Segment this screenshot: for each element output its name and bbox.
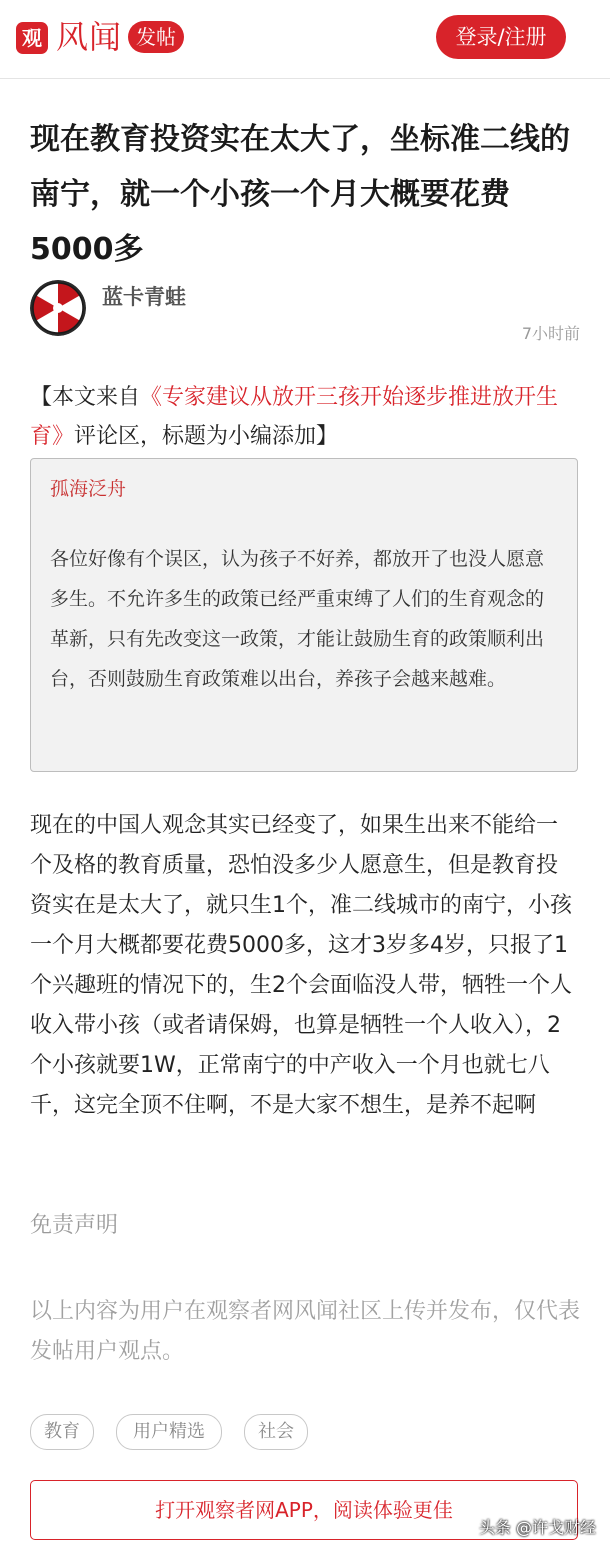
source-suffix: 评论区，标题为小编添加】	[74, 424, 339, 449]
avatar[interactable]	[30, 280, 86, 336]
author-name[interactable]: 蓝卡青蛙	[102, 285, 186, 309]
tag-society[interactable]: 社会	[244, 1414, 308, 1450]
site-logo-text[interactable]: 风闻	[56, 18, 123, 56]
open-app-button[interactable]: 打开观察者网APP，阅读体验更佳	[30, 1480, 578, 1540]
site-logo-icon[interactable]: 观	[16, 22, 48, 54]
tag-user-picks[interactable]: 用户精选	[116, 1414, 222, 1450]
post-body: 现在的中国人观念其实已经变了，如果生出来不能给一个及格的教育质量，恐怕没多少人愿意生，但是教育投资实在是太大了，就只生1个，准二线城市的南宁，小孩一个月大概都要花费5000多，这才3岁多4岁，只报了1个兴趣班的情况下的，生2个会面临没人带，牺牲一个人收入带小孩（或者请保姆，也算是牺牲一个人收入），2个小孩就要1W，正常南宁的中产收入一个月也就七八千，这完全顶不住啊，不是大家不想生，是养不起啊	[30, 813, 572, 1118]
source-article-link[interactable]: 《专家建议从放开三孩开始逐步推进放开生育》	[30, 385, 559, 449]
disclaimer-title: 免责声明	[30, 1213, 119, 1238]
quoted-author[interactable]: 孤海泛舟	[50, 478, 127, 500]
umbrella-avatar-icon	[30, 280, 86, 336]
tag-education[interactable]: 教育	[30, 1414, 94, 1450]
new-post-button[interactable]: 发帖	[128, 21, 184, 53]
quoted-comment	[30, 458, 578, 772]
disclaimer-text: 以上内容为用户在观察者网风闻社区上传并发布，仅代表发帖用户观点。	[30, 1299, 581, 1364]
post-time: 7小时前	[521, 324, 580, 343]
login-register-button[interactable]: 登录/注册	[436, 15, 566, 59]
post-title: 现在教育投资实在太大了，坐标准二线的南宁，就一个小孩一个月大概要花费5000多	[30, 122, 570, 267]
source-note	[30, 378, 582, 456]
quoted-text: 各位好像有个误区，认为孩子不好养，都放开了也没人愿意多生。不允许多生的政策已经严重束缚了人们的生育观念的革新，只有先改变这一政策，才能让鼓励生育的政策顺利出台，否则鼓励生育政策难以出台，养孩子会越来越难。	[50, 548, 545, 690]
watermark: 头条 @许戈财经	[478, 1518, 596, 1537]
source-prefix: 【本文来自	[30, 385, 141, 410]
top-header	[0, 0, 610, 79]
